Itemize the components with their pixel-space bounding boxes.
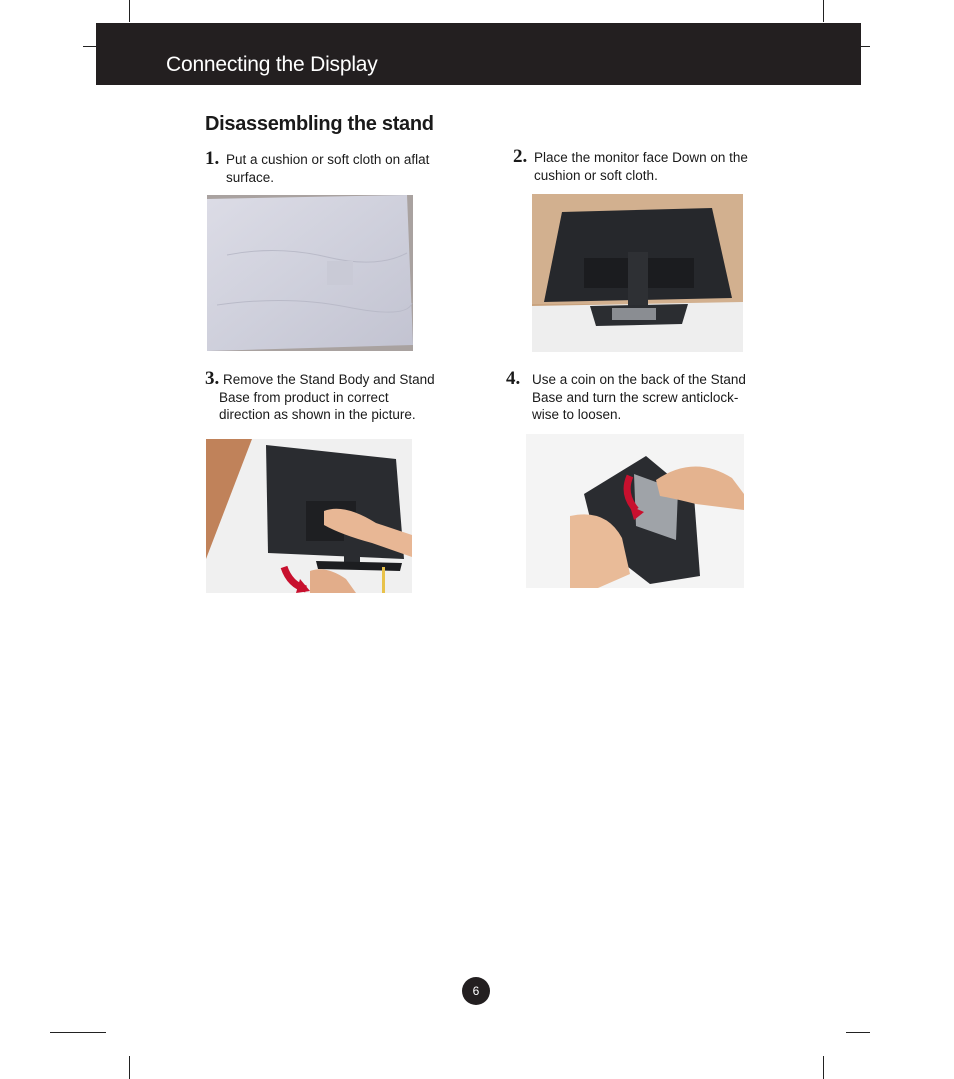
crop-mark — [823, 1056, 824, 1079]
step-number: 3. — [205, 368, 220, 389]
crop-mark — [129, 1056, 130, 1079]
loosen-screw-photo — [526, 434, 744, 588]
step-1 — [205, 148, 465, 188]
page-number: 6 — [462, 977, 490, 1005]
step-text: Use a coin on the back of the Stand Base and turn the screw anticlock- wise to loosen. — [532, 372, 746, 422]
crop-mark — [129, 0, 130, 22]
header-bar — [96, 23, 861, 85]
crop-mark — [861, 46, 870, 47]
crop-mark — [83, 46, 96, 47]
step-3 — [205, 368, 465, 426]
crop-mark — [823, 0, 824, 22]
page-title: Connecting the Display — [166, 53, 378, 76]
section-title: Disassembling the stand — [205, 113, 434, 135]
step-4 — [506, 368, 776, 426]
step-text: Put a cushion or soft cloth on aflat surface. — [226, 152, 430, 185]
monitor-face-down-photo — [532, 194, 743, 352]
step-2 — [513, 146, 773, 186]
crop-mark — [846, 1032, 870, 1033]
cushion-photo — [207, 195, 413, 351]
remove-stand-photo — [206, 439, 412, 593]
step-text: Remove the Stand Body and Stand Base from product in correct direction as shown in the picture. — [219, 372, 435, 422]
step-number: 4. — [506, 368, 521, 389]
step-number: 1. — [205, 148, 220, 169]
crop-mark — [50, 1032, 106, 1033]
step-number: 2. — [513, 146, 528, 167]
step-text: Place the monitor face Down on the cushion or soft cloth. — [534, 150, 748, 183]
